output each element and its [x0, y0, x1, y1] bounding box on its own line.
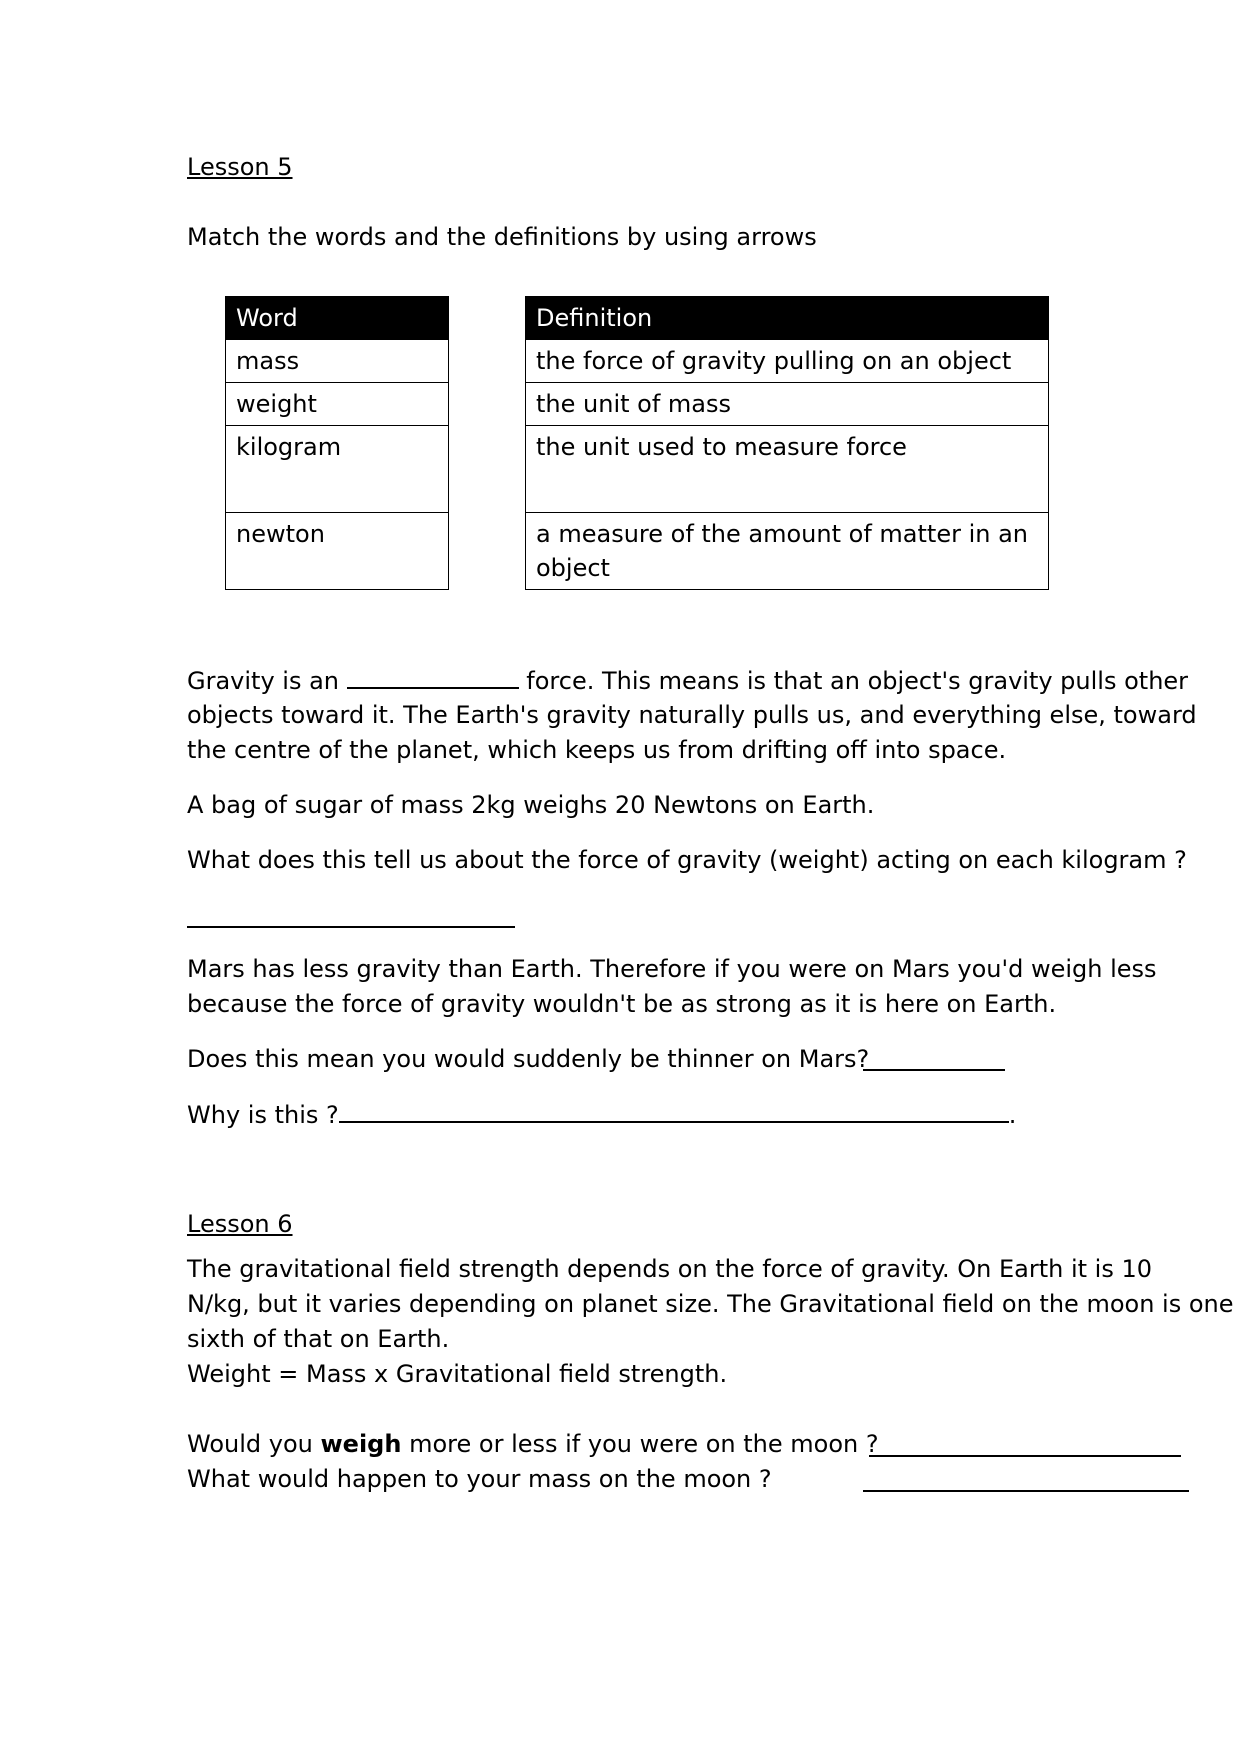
gravity-paragraph-line3: the centre of the planet, which keeps us from drifting off into space.	[187, 736, 1007, 764]
definitions-table	[525, 296, 1049, 590]
matching-instruction: Match the words and the definitions by using arrows	[187, 223, 817, 251]
moon-weight-question	[187, 1427, 879, 1462]
why-question: Why is this ?	[187, 1101, 339, 1129]
definitions-table-header: Definition	[526, 297, 1049, 340]
lesson-5-heading: Lesson 5	[187, 153, 293, 181]
lesson6-paragraph-line2: N/kg, but it varies depending on planet size. The Gravitational field on the moon is one	[187, 1290, 1234, 1318]
sugar-statement: A bag of sugar of mass 2kg weighs 20 Newtons on Earth.	[187, 791, 875, 819]
weight-formula: Weight = Mass x Gravitational field strength.	[187, 1360, 728, 1388]
mars-paragraph-line2: because the force of gravity wouldn't be as strong as it is here on Earth.	[187, 990, 1057, 1018]
gravity-text-a: Gravity is an	[187, 667, 340, 695]
moon-mass-question: What would happen to your mass on the moon ?	[187, 1465, 772, 1493]
word-cell: newton	[226, 513, 449, 590]
why-question-line	[187, 1097, 1016, 1133]
weight-question: What does this tell us about the force of gravity (weight) acting on each kilogram ?	[187, 846, 1187, 874]
definition-cell: a measure of the amount of matter in an object	[526, 513, 1049, 590]
weight-answer-blank[interactable]	[187, 902, 515, 928]
moon-weight-answer-blank[interactable]	[869, 1431, 1181, 1457]
thinner-answer-blank[interactable]	[863, 1045, 1005, 1071]
lesson6-paragraph-line3: sixth of that on Earth.	[187, 1325, 450, 1353]
word-cell: mass	[226, 340, 449, 383]
gravity-paragraph-line2: objects toward it. The Earth's gravity naturally pulls us, and everything else, toward	[187, 701, 1197, 729]
moon-weight-question-bold: weigh	[320, 1430, 402, 1458]
words-table	[225, 296, 449, 590]
why-period: .	[1008, 1101, 1017, 1129]
gravity-force-blank[interactable]	[347, 663, 519, 689]
definition-cell: the unit used to measure force	[526, 426, 1049, 513]
lesson6-paragraph-line1: The gravitational field strength depends on the force of gravity. On Earth it is 10	[187, 1255, 1153, 1283]
lesson-6-heading: Lesson 6	[187, 1210, 293, 1238]
moon-weight-question-b: more or less if you were on the moon ?	[409, 1430, 879, 1458]
word-cell: weight	[226, 383, 449, 426]
gravity-paragraph-line1	[187, 663, 1188, 699]
definition-cell: the force of gravity pulling on an object	[526, 340, 1049, 383]
gravity-text-b: force. This means is that an object's gravity pulls other	[526, 667, 1189, 695]
words-table-header: Word	[226, 297, 449, 340]
thinner-question: Does this mean you would suddenly be thinner on Mars?	[187, 1045, 870, 1073]
moon-mass-answer-blank[interactable]	[863, 1466, 1189, 1492]
definition-cell: the unit of mass	[526, 383, 1049, 426]
moon-weight-question-a: Would you	[187, 1430, 313, 1458]
mars-paragraph-line1: Mars has less gravity than Earth. Therefore if you were on Mars you'd weigh less	[187, 955, 1157, 983]
word-cell: kilogram	[226, 426, 449, 513]
why-answer-blank[interactable]	[339, 1097, 1009, 1123]
